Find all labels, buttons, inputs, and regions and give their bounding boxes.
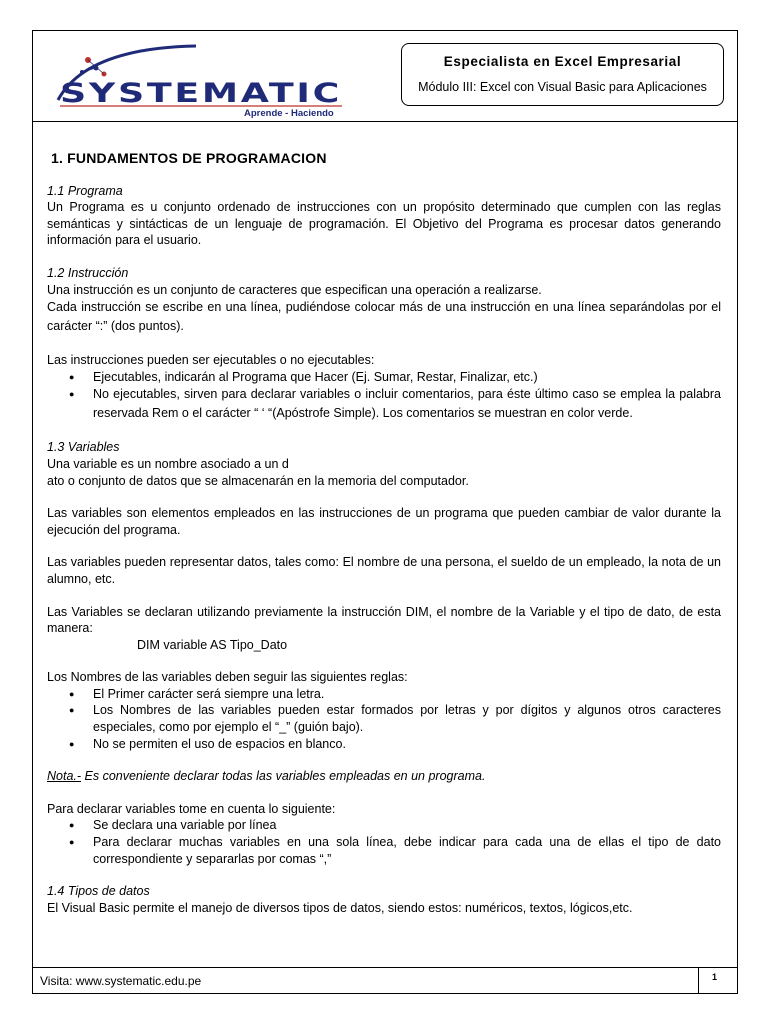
section-heading: 1.1 Programa — [47, 183, 123, 198]
systematic-logo — [46, 40, 356, 118]
page-number-divider — [698, 967, 699, 994]
list-item: ● El Primer carácter será siempre una letra. — [47, 686, 721, 703]
paragraph: Los Nombres de las variables deben seguir las siguientes reglas: — [47, 670, 408, 685]
list-item: ● Los Nombres de las variables pueden estar formados por letras y por dígitos y algunos otros caracteres especiales, como por ejemplo el “_” (guión bajo). — [47, 702, 721, 735]
note-label: Nota.- — [47, 769, 82, 784]
paragraph: Una instrucción es un conjunto de caracteres que especifican una operación a realizarse. — [47, 282, 542, 297]
paragraph: Las Variables se declaran utilizando previamente la instrucción DIM, el nombre de la Variable y el tipo de dato, de esta manera: — [47, 604, 721, 636]
footer-divider — [32, 967, 738, 968]
naming-rules-list — [47, 686, 721, 752]
declaration-tips-list — [47, 817, 721, 867]
paragraph: ato o conjunto de datos que se almacenarán en la memoria del computador. — [47, 473, 469, 488]
instruction-types-list — [47, 369, 721, 424]
footer-website: Visita: www.systematic.edu.pe — [40, 974, 202, 988]
logo-wordmark: SYSTEMATIC — [60, 78, 342, 109]
list-item: ● Ejecutables, indicarán al Programa que Hacer (Ej. Sumar, Restar, Finalizar, etc.) — [47, 369, 721, 386]
page-number: 1 — [712, 972, 718, 982]
section-heading: 1.3 Variables — [47, 440, 120, 455]
list-item: ● No ejecutables, sirven para declarar variables o incluir comentarios, para éste último caso se emplea la palabra reservada Rem o el carácter “ ‘ “(Apóstrofe Simple). Los comentarios se muestran en color verde. — [47, 385, 721, 423]
course-title: Especialista en Excel Empresarial — [443, 54, 682, 69]
paragraph: Una variable es un nombre asociado a un d — [47, 456, 289, 471]
paragraph: Las variables pueden representar datos, tales como: El nombre de una persona, el sueldo de un empleado, la nota de un alumno, etc. — [47, 555, 721, 586]
module-subtitle: Módulo III: Excel con Visual Basic para Aplicaciones — [418, 80, 707, 94]
course-title-box — [401, 43, 724, 106]
section-heading: 1.4 Tipos de datos — [47, 884, 150, 899]
note-text: Es conveniente declarar todas las variables empleadas en un programa. — [81, 769, 486, 784]
paragraph: Las variables son elementos empleados en las instrucciones de un programa que pueden cambiar de valor durante la ejecución del programa. — [47, 506, 721, 537]
header-divider — [32, 121, 738, 122]
list-item: ● No se permiten el uso de espacios en blanco. — [47, 736, 721, 753]
paragraph: Para declarar variables tome en cuenta lo siguiente: — [47, 801, 336, 816]
logo-tagline: Aprende - Haciendo — [244, 108, 334, 118]
paragraph: Cada instrucción se escribe en una línea, pudiéndose colocar más de una instrucción en una línea separándolas por el carácter “:” (dos puntos). — [47, 300, 721, 334]
main-heading: 1. FUNDAMENTOS DE PROGRAMACION — [51, 150, 327, 166]
paragraph: El Visual Basic permite el manejo de diversos tipos de datos, siendo estos: numéricos, textos, lógicos,etc. — [47, 900, 633, 915]
code-example: DIM variable AS Tipo_Dato — [137, 637, 288, 652]
list-item: ● Para declarar muchas variables en una sola línea, debe indicar para cada una de ellas el tipo de dato correspondiente y separarlas por comas “,” — [47, 834, 721, 867]
paragraph: Las instrucciones pueden ser ejecutables o no ejecutables: — [47, 353, 375, 368]
note — [47, 768, 721, 785]
section-heading: 1.2 Instrucción — [47, 265, 129, 280]
list-item: ● Se declara una variable por línea — [47, 817, 721, 834]
paragraph: Un Programa es u conjunto ordenado de instrucciones con un propósito determinado que cumplen con las reglas semánticas y sintácticas de un lenguaje de programación. El Objetivo del Programa es procesar datos generando información para el usuario. — [47, 200, 721, 248]
document-body — [47, 150, 721, 916]
